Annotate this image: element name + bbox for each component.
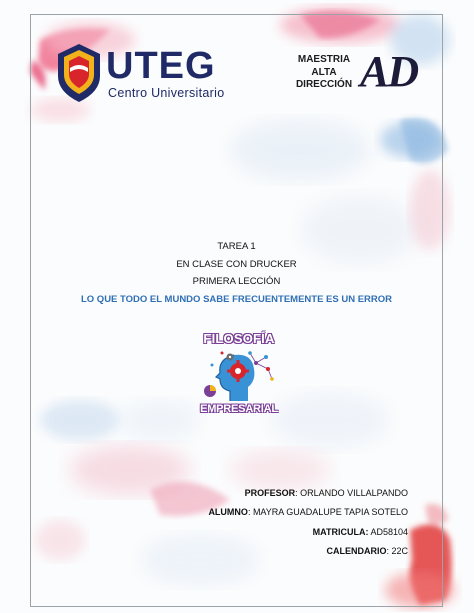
head-gears-icon (200, 345, 278, 403)
profesor-label: PROFESOR (244, 488, 296, 498)
maestria-text (288, 54, 360, 92)
maestria-logo (288, 47, 432, 96)
maestria-letters: AD (360, 47, 418, 96)
assignment-subtitle: EN CLASE CON DRUCKER (176, 258, 297, 270)
uteg-wordmark: UTEG (106, 45, 216, 87)
assignment-title: LO QUE TODO EL MUNDO SABE FRECUENTEMENTE ES UN ERROR (80, 293, 393, 305)
profesor-row (208, 484, 408, 503)
assignment-lesson: PRIMERA LECCIÓN (192, 276, 281, 287)
assignment-block (30, 238, 443, 308)
filosofia-graphic (196, 331, 282, 419)
uteg-shield-icon (56, 42, 102, 104)
alumno-row (208, 503, 408, 522)
student-info (208, 484, 408, 561)
uteg-logo (56, 42, 225, 106)
calendario-label: CALENDARIO (326, 545, 387, 556)
alumno-value: : MAYRA GUADALUPE TAPIA SOTELO (247, 507, 408, 518)
profesor-value: : ORLANDO VILLALPANDO (295, 488, 408, 498)
maestria-line: MAESTRIA (297, 54, 351, 65)
maestria-line: DIRECCIÓN (295, 79, 353, 90)
alumno-label: ALUMNO (208, 507, 248, 518)
calendario-row (208, 542, 408, 561)
matricula-row (208, 523, 408, 542)
maestria-line: ALTA (311, 66, 337, 78)
matricula-value: AD58104 (368, 526, 408, 537)
assignment-number: TAREA 1 (217, 241, 256, 252)
graphic-bottom-word: EMPRESARIAL (200, 403, 278, 415)
matricula-label: MATRICULA: (312, 526, 369, 537)
graphic-top-word: FILOSOFÍA (203, 331, 275, 346)
calendario-value: : 22C (386, 545, 408, 556)
uteg-subtitle: Centro Universitario (108, 86, 225, 100)
